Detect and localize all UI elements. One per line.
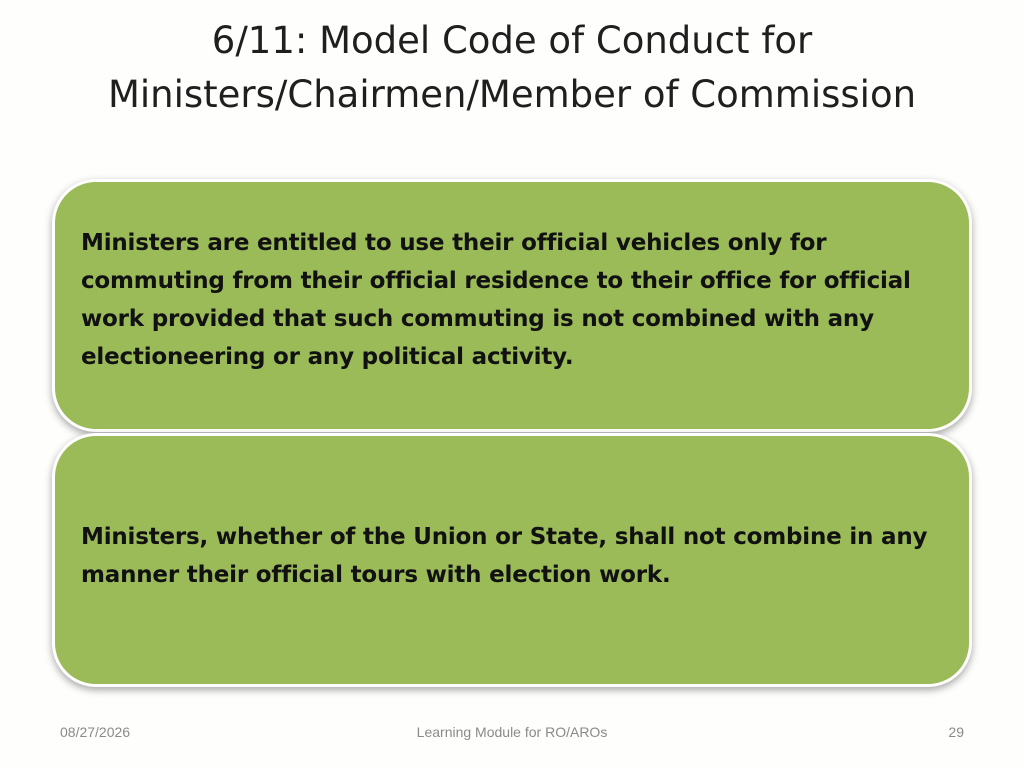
content-box-vehicles	[52, 179, 972, 432]
footer-title: Learning Module for RO/AROs	[416, 724, 608, 740]
content-box-tours	[52, 433, 972, 687]
slide-title-line-1: 6/11: Model Code of Conduct for	[211, 19, 813, 62]
content-box-text: Ministers are entitled to use their official vehicles only for commuting from their official residence to their office for official work provided that such commuting is not combined with any electioneering or any political activity.	[81, 229, 911, 370]
slide-number: 29	[948, 724, 964, 740]
content-box-text: Ministers, whether of the Union or State, shall not combine in any manner their official tours with election work.	[81, 524, 928, 588]
slide-title-line-2: Ministers/Chairmen/Member of Commission	[107, 73, 917, 116]
slide-title	[40, 14, 984, 122]
footer-date: 08/27/2026	[60, 724, 131, 740]
